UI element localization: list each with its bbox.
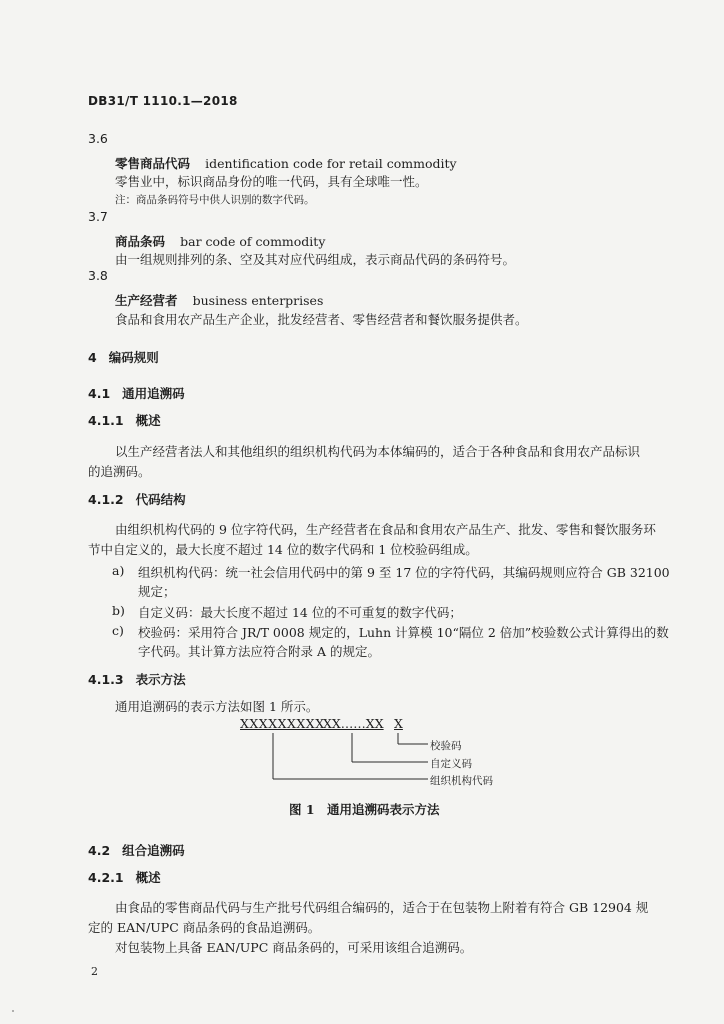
- list-item-b-line1: 自定义码：最大长度不超过 14 位的不可重复的数字代码；: [138, 605, 462, 620]
- term-3-7-en: bar code of commodity: [180, 234, 326, 249]
- standard-code-header: DB31/T 1110.1—2018: [88, 94, 238, 108]
- list-item-c-line2: 字代码。其计算方法应符合附录 A 的规定。: [138, 644, 380, 659]
- figure-code-custom: XX……XX: [323, 716, 384, 731]
- section-4-heading: 4 编码规则: [88, 350, 159, 365]
- term-3-8-number: 3.8: [88, 268, 108, 283]
- section-4-1-1-line1: 以生产经营者法人和其他组织的组织机构代码为本体编码的，适合于各种食品和食用农产品标识: [115, 444, 641, 459]
- list-item-a-marker: a): [112, 563, 125, 578]
- section-4-1-2-line2: 节中自定义的，最大长度不超过 14 位的数字代码和 1 位校验码组成。: [88, 542, 478, 557]
- page-number: 2: [91, 965, 98, 978]
- figure-label-org: 组织机构代码: [430, 775, 493, 787]
- list-item-c-line1: 校验码：采用符合 JR/T 0008 规定的，Luhn 计算模 10“隔位 2 倍加”校验数公式计算得出的数: [138, 625, 669, 640]
- scan-speck: [12, 1010, 14, 1012]
- section-4-1-1-line2: 的追溯码。: [88, 464, 151, 479]
- list-item-b-marker: b): [112, 603, 125, 618]
- section-4-2-heading: 4.2 组合追溯码: [88, 843, 185, 858]
- figure-label-custom: 自定义码: [430, 758, 472, 770]
- section-4-2-1-line3: 对包装物上具备 EAN/UPC 商品条码的，可采用该组合追溯码。: [115, 940, 473, 955]
- list-item-a-line2: 规定；: [138, 584, 176, 599]
- list-item-c-marker: c): [112, 623, 124, 638]
- term-3-6-zh: 零售商品代码: [115, 156, 191, 171]
- section-4-2-1-heading: 4.2.1 概述: [88, 870, 161, 885]
- term-3-6-note: 注：商品条码符号中供人识别的数字代码。: [115, 194, 315, 206]
- term-3-8-definition: 食品和食用农产品生产企业，批发经营者、零售经营者和餐饮服务提供者。: [115, 312, 528, 327]
- term-3-6-number: 3.6: [88, 131, 108, 146]
- section-4-2-1-line2: 定的 EAN/UPC 商品条码的食品追溯码。: [88, 920, 321, 935]
- figure-label-check: 校验码: [430, 740, 462, 752]
- section-4-1-2-line1: 由组织机构代码的 9 位字符代码，生产经营者在食品和食用农产品生产、批发、零售和餐饮服务环: [115, 522, 656, 537]
- figure-1-caption: 图 1 通用追溯码表示方法: [289, 802, 440, 817]
- term-3-8-zh: 生产经营者: [115, 293, 178, 308]
- term-3-7-number: 3.7: [88, 209, 108, 224]
- list-item-a-line1: 组织机构代码：统一社会信用代码中的第 9 至 17 位的字符代码，其编码规则应符合 GB 32100: [138, 565, 670, 580]
- figure-code-check: X: [394, 716, 403, 731]
- section-4-1-3-line1: 通用追溯码的表示方法如图 1 所示。: [115, 699, 319, 714]
- term-3-8-en: business enterprises: [192, 293, 324, 308]
- term-3-6-en: identification code for retail commodity: [205, 156, 457, 171]
- section-4-1-3-heading: 4.1.3 表示方法: [88, 672, 186, 687]
- section-4-1-2-heading: 4.1.2 代码结构: [88, 492, 186, 507]
- section-4-1-heading: 4.1 通用追溯码: [88, 386, 185, 401]
- term-3-7-definition: 由一组规则排列的条、空及其对应代码组成，表示商品代码的条码符号。: [115, 252, 516, 267]
- section-4-2-1-line1: 由食品的零售商品代码与生产批号代码组合编码的，适合于在包装物上附着有符合 GB 12904 规: [115, 900, 649, 915]
- figure-code-org: XXXXXXXXX: [240, 716, 325, 731]
- section-4-1-1-heading: 4.1.1 概述: [88, 413, 161, 428]
- term-3-7-zh: 商品条码: [115, 234, 166, 249]
- term-3-6-definition: 零售业中，标识商品身份的唯一代码，具有全球唯一性。: [115, 174, 428, 189]
